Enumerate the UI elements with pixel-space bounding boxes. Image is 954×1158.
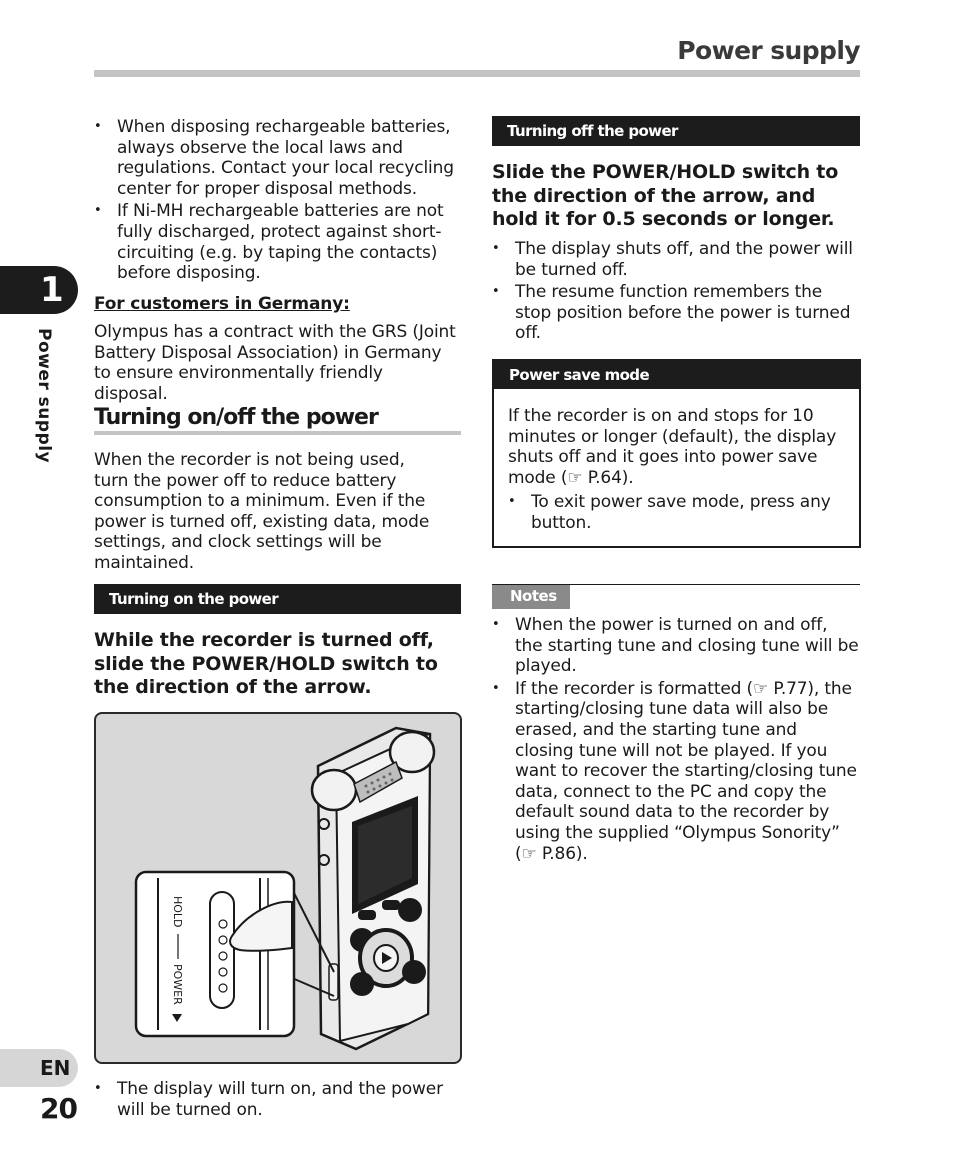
list-item: • If Ni-MH rechargeable batteries are not fully discharged, protect against short-circuiting (e.g. by taping the contacts) before disposing. [94,201,454,283]
turning-off-bar [492,116,860,146]
turning-off-instruction: Slide the POWER/HOLD switch to the direction of the arrow, and hold it for 0.5 seconds or longer. [492,161,839,230]
language-label: EN [40,1056,71,1080]
turning-on-bar-label: Turning on the power [109,590,279,608]
list-item: • The resume function remembers the stop position before the power is turned off. [492,282,860,344]
list-item: • The display will turn on, and the power will be turned on. [94,1079,454,1120]
notes-label-box [492,585,570,609]
power-save-box [492,359,861,548]
page-title: Power supply [677,36,860,65]
list-item: • The display shuts off, and the power will be turned off. [492,239,860,280]
notes-label: Notes [510,587,557,605]
list-item: • When the power is turned on and off, the starting tune and closing tune will be played. [492,615,860,677]
disposal-list [94,117,454,284]
section-intro: When the recorder is not being used, turn the power off to reduce battery consumption to a minimum. Even if the power is turned off, existing data, mode settings, and clock settings will be maintained. [94,450,430,573]
germany-text: Olympus has a contract with the GRS (Joint Battery Disposal Association) in Germany to ensure environmentally friendly disposal. [94,322,456,404]
power-save-bullet: • To exit power save mode, press any button. [508,492,851,533]
power-save-bar [494,361,859,389]
hold-label: HOLD [171,896,184,928]
section-title-rule [94,431,461,435]
list-item: • If the recorder is formatted (☞ P.77), the starting/closing tune data will also be erased, and the starting tune and closing tune will not be played. If you want to recover the starting/closing tune data, connect to the PC and copy the default sound data to the recorder by using the supplied “Olympus Sonority” (☞ P.86). [492,679,860,864]
header-rule [94,70,860,77]
list-item: • When disposing rechargeable batteries, always observe the local laws and regulations. Contact your local recycling center for proper disposal methods. [94,117,454,199]
chapter-number: 1 [40,270,64,310]
power-save-text: If the recorder is on and stops for 10 minutes or longer (default), the display shuts off and it goes into power save mode (☞ P.64). [508,406,837,488]
section-title: Turning on/off the power [94,405,378,430]
notes-list [492,615,860,864]
voice-recorder-image [96,714,460,1062]
recorder-illustration [94,712,462,1064]
power-label: POWER [171,964,184,1005]
chapter-section-label: Power supply [34,328,54,464]
germany-heading: For customers in Germany: [94,294,350,314]
turning-on-list [94,1079,454,1120]
chapter-tab [0,266,78,314]
turning-on-bar [94,584,461,614]
turning-on-instruction: While the recorder is turned off, slide the POWER/HOLD switch to the direction of the arrow. [94,629,438,698]
language-tab [0,1049,78,1087]
power-save-bar-label: Power save mode [509,366,650,384]
turning-off-bar-label: Turning off the power [507,122,678,140]
page-number: 20 [40,1092,77,1125]
turning-off-list [492,239,860,344]
